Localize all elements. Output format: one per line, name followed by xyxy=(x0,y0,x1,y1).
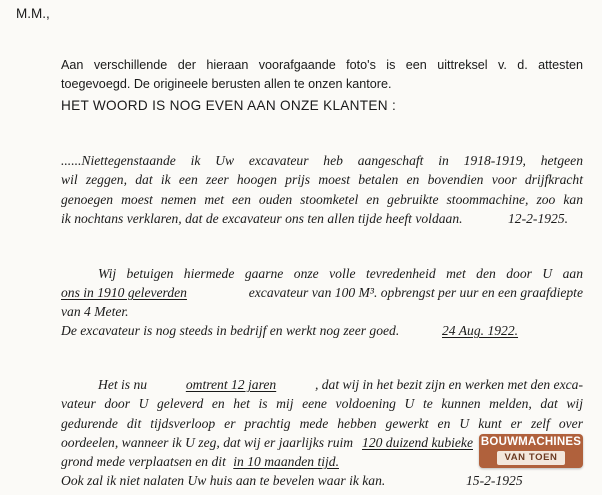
testimonial-1-line-1: ......Niettegenstaande ik Uw excavateur heb aangeschaft in 1918-1919, hetgeen xyxy=(61,153,583,168)
testimonial-3-line-1 xyxy=(98,377,583,393)
intro-line-1: Aan verschillende der hieraan voorafgaande foto's is een uittreksel v. d. attesten xyxy=(61,58,583,72)
testimonial-3-line-4 xyxy=(61,435,473,451)
logo-title: BOUWMACHINES xyxy=(480,436,582,448)
testimonial-2-line-2 xyxy=(61,285,583,301)
salutation: M.M., xyxy=(16,6,50,21)
testimonial-3-line-5-start: grond mede verplaatsen en dit xyxy=(61,454,226,469)
testimonial-2-line-3: van 4 Meter. xyxy=(61,304,129,319)
testimonial-3-line-5 xyxy=(61,454,339,470)
testimonial-1-line-2: wil zeggen, dat ik een zeer hoogen prijs moest betalen en bovendien voor drijfkracht xyxy=(61,172,583,187)
testimonial-3-underlined-duration: in 10 maanden tijd. xyxy=(233,454,339,469)
bouwmachines-van-toen-logo xyxy=(479,434,583,468)
testimonial-3-line-1-start: Het is nu xyxy=(98,377,148,392)
testimonial-2-underlined-phrase: ons in 1910 geleverden xyxy=(61,285,187,300)
testimonial-2-date: 24 Aug. 1922. xyxy=(442,323,519,338)
testimonial-3-underlined-years: omtrent 12 jaren xyxy=(185,377,277,392)
testimonial-3-line-3: gedurende dit tijdsverloop er prachtig mede hebben gewerkt en U kunt er zelf over xyxy=(61,416,583,431)
headline: HET WOORD IS NOG EVEN AAN ONZE KLANTEN : xyxy=(61,98,397,113)
testimonial-2-line-4: De excavateur is nog steeds in bedrijf en werkt nog zeer goed. xyxy=(61,323,400,338)
testimonial-1-date: 12-2-1925. xyxy=(508,211,569,226)
testimonial-1-line-3: genoegen moest nemen met een ouden stoomketel en gebruikte stoommachine, zoo kan xyxy=(61,192,583,207)
testimonial-2-line-2-rest: excavateur van 100 M³. opbrengst per uur en een graafdiepte xyxy=(248,285,583,300)
testimonial-3-line-2: vateur door U geleverd en het is mij eene voldoening U te kunnen melden, dat wij xyxy=(61,396,583,411)
testimonial-3-line-1-end: , dat wij in het bezit zijn en werken met den exca- xyxy=(314,377,583,392)
testimonial-2-line-1: Wij betuigen hiermede gaarne onze volle tevredenheid met den door U aan xyxy=(98,266,583,281)
testimonial-3-line-4-start: oordeelen, wanneer ik U zeg, dat wij er jaarlijks ruim xyxy=(61,435,354,450)
intro-line-2: toegevoegd. De origineele berusten allen te onzen kantore. xyxy=(61,77,392,91)
testimonial-3-line-6: Ook zal ik niet nalaten Uw huis aan te bevelen waar ik kan. xyxy=(61,473,386,488)
testimonial-1-line-4: ik nochtans verklaren, dat de excavateur ons ten allen tijde heeft voldaan. xyxy=(61,211,463,226)
logo-subtitle: VAN TOEN xyxy=(504,452,558,463)
testimonial-3-underlined-volume: 120 duizend kubieke xyxy=(362,435,473,450)
testimonial-3-date: 15-2-1925 xyxy=(466,473,523,488)
